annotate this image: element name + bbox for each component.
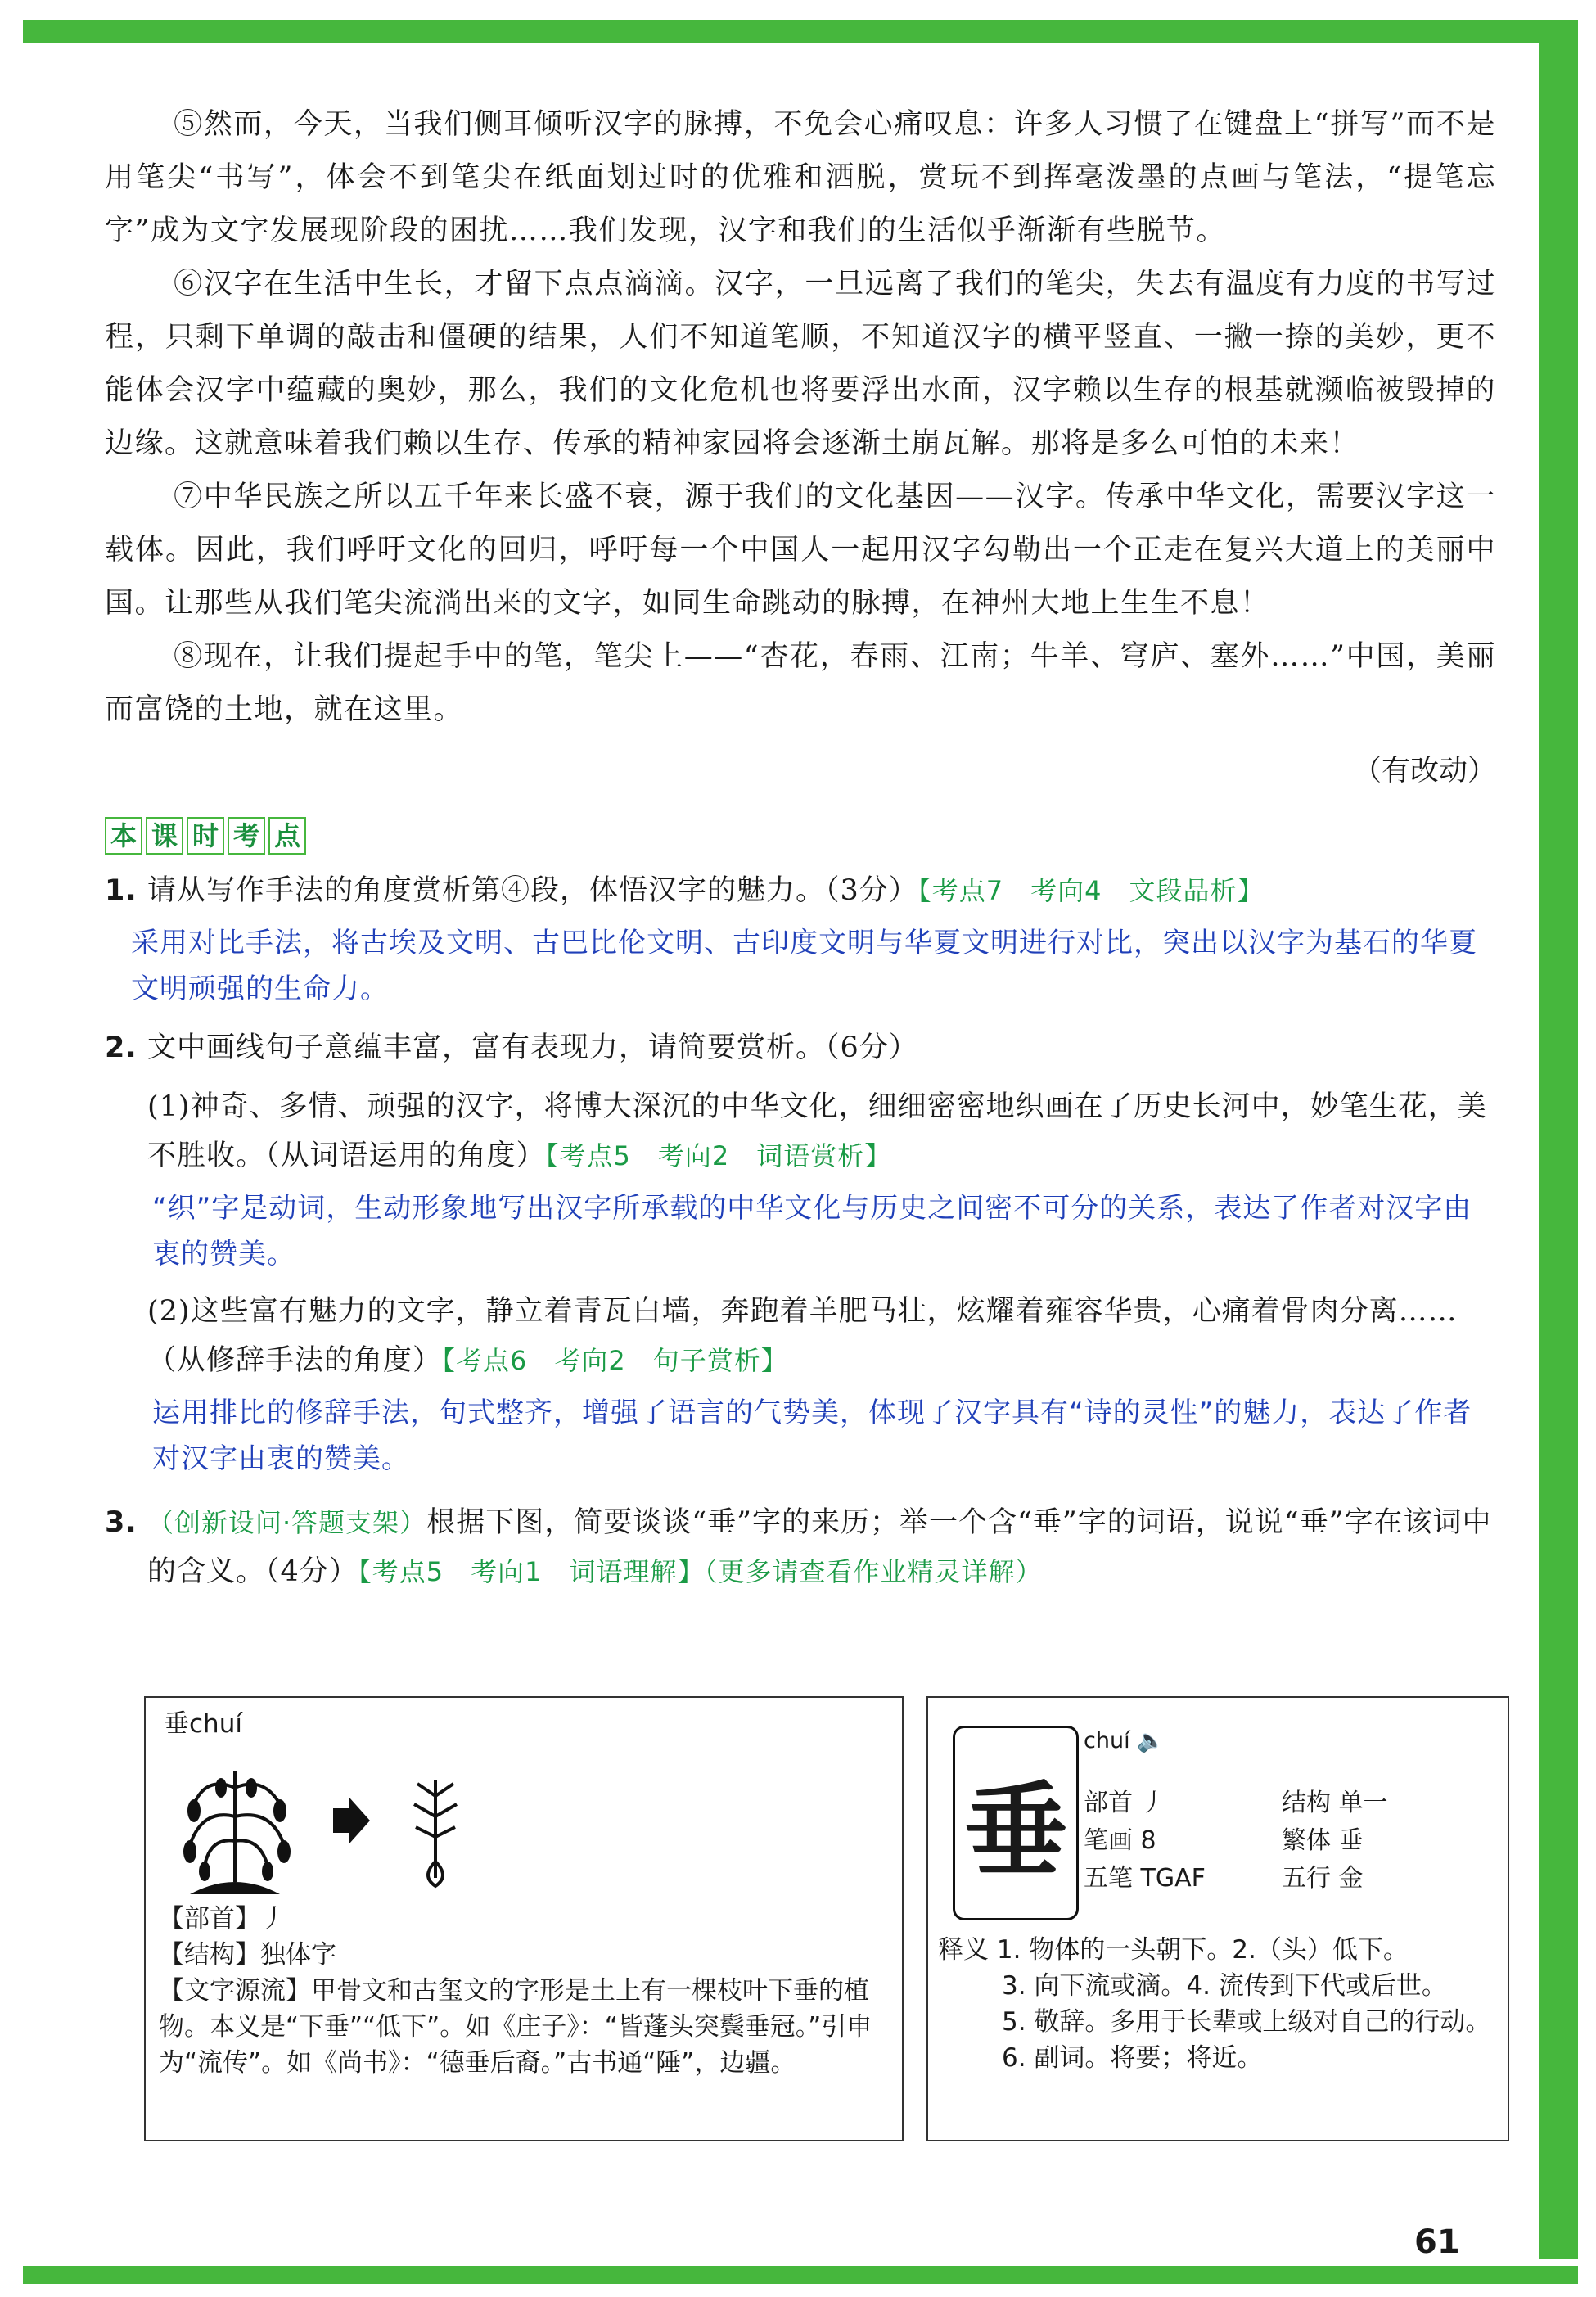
exam-tag: 【考点7 考向4 文段品析】 bbox=[917, 875, 1265, 906]
frame-top-border bbox=[23, 20, 1578, 43]
big-character: 垂 bbox=[953, 1726, 1079, 1920]
pinyin bbox=[1084, 1727, 1165, 1753]
question-text: 文中画线句子意蕴丰富，富有表现力，请简要赏析。（6分） bbox=[147, 1031, 918, 1064]
question-text: 根据下图，简要谈谈“垂”字的来历；举一个含“垂”字的词语，说说“垂”字在该词中的含义。（4分） bbox=[147, 1506, 1492, 1588]
section-title-char: 时 bbox=[187, 817, 224, 855]
traditional: 繁体 垂 bbox=[1282, 1826, 1364, 1855]
char-origin-text bbox=[159, 1901, 889, 2081]
answer-2-2: 运用排比的修辞手法，句式整齐，增强了语言的气势美，体现了汉字具有“诗的灵性”的魅力，表达了作者对汉字由衷的赞美。 bbox=[152, 1397, 1472, 1475]
dictionary-entry-box bbox=[926, 1696, 1509, 2141]
definition-line-1 bbox=[938, 1932, 1503, 1968]
section-title bbox=[105, 817, 1496, 855]
section-title-char: 考 bbox=[228, 817, 265, 855]
question-number: 3. bbox=[105, 1506, 138, 1539]
page-content bbox=[105, 98, 1496, 1596]
more-note: （更多请查看作业精灵详解） bbox=[704, 1556, 1043, 1587]
answer-2-1: “织”字是动词，生动形象地写出汉字所承载的中华文化与历史之间密不可分的关系，表达了作者对汉字由衷的赞美。 bbox=[152, 1192, 1472, 1270]
soil-mound bbox=[190, 1882, 280, 1894]
answer-1: 采用对比手法，将古埃及文明、古巴比伦文明、古印度文明与华夏文明进行对比，突出以汉字为基石的华夏文明顽强的生命力。 bbox=[131, 927, 1477, 1005]
definition-line-3: 5. 敬辞。多用于长辈或上级对自己的行动。6. 副词。将要；将近。 bbox=[1002, 2007, 1491, 2073]
char-header: 垂chuí bbox=[164, 1709, 242, 1739]
pinyin-text: chuí bbox=[1084, 1728, 1130, 1753]
wuxing: 五行 金 bbox=[1282, 1864, 1364, 1893]
sub-question-text: (1)神奇、多情、顽强的汉字，将博大深沉的中华文化，细细密密地织画在了历史长河中，妙笔生花，美不胜收。（从词语运用的角度） bbox=[147, 1090, 1487, 1172]
frame-bottom-border bbox=[23, 2266, 1578, 2284]
radical-line: 【部首】丿 bbox=[159, 1904, 286, 1934]
arrow-right-icon bbox=[333, 1798, 370, 1843]
paragraph-5: ⑤然而，今天，当我们侧耳倾听汉字的脉搏，不免会心痛叹息：许多人习惯了在键盘上“拼写”而不是用笔尖“书写”，体会不到笔尖在纸面划过时的优雅和洒脱，赏玩不到挥毫泼墨的点画与笔法，“提笔忘字”成为文字发展现阶段的困扰……我们发现，汉字和我们的生活似乎渐渐有些脱节。 bbox=[105, 108, 1496, 247]
radical: 部首 丿 bbox=[1084, 1789, 1165, 1817]
strokes: 笔画 8 bbox=[1084, 1826, 1156, 1855]
source-note: （有改动） bbox=[1352, 755, 1496, 787]
origin-line: 【文字源流】甲骨文和古玺文的字形是土上有一棵枝叶下垂的植物。本义是“下垂”“低下”。如《庄子》：“皆蓬头突鬓垂冠。”引申为“流传”。如《尚书》：“德垂后裔。”古书通“陲”，边疆。 bbox=[159, 1976, 872, 2078]
frame-right-border bbox=[1539, 20, 1578, 2259]
plant-glyph-illustration bbox=[157, 1739, 599, 1902]
definition-line-2: 3. 向下流或滴。4. 流传到下代或后世。 bbox=[1002, 1971, 1447, 2001]
question-number: 2. bbox=[105, 1031, 138, 1064]
exam-tag: 【考点5 考向1 词语理解】 bbox=[358, 1556, 705, 1587]
sub-question-text: (2)这些富有魅力的文字，静立着青瓦白墙，奔跑着羊肥马壮，炫耀着雍容华贵，心痛着骨肉分离……（从修辞手法的角度） bbox=[147, 1295, 1458, 1377]
question-number: 1. bbox=[105, 874, 138, 907]
paragraph-6: ⑥汉字在生活中生长，才留下点点滴滴。汉字，一旦远离了我们的笔尖，失去有温度有力度的书写过程，只剩下单调的敲击和僵硬的结果，人们不知道笔顺，不知道汉字的横平竖直、一撇一捺的美妙，更不能体会汉字中蕴藏的奥妙，那么，我们的文化危机也将要浮出水面，汉字赖以生存的根基就濒临被毁掉的边缘。这就意味着我们赖以生存、传承的精神家园将会逐渐土崩瓦解。那将是多么可怕的未来！ bbox=[105, 268, 1496, 460]
page-number: 61 bbox=[1414, 2223, 1460, 2261]
oracle-bone-glyph bbox=[414, 1780, 457, 1886]
def-label: 释义 bbox=[938, 1935, 989, 1965]
character-origin-box bbox=[144, 1696, 904, 2141]
question-3 bbox=[105, 1498, 1496, 1596]
exam-tag: 【考点5 考向2 词语赏析】 bbox=[545, 1140, 892, 1171]
question-text: 请从写作手法的角度赏析第④段，体悟汉字的魅力。（3分） bbox=[147, 874, 918, 907]
sub-question-2 bbox=[147, 1287, 1496, 1385]
meta-right bbox=[1282, 1785, 1388, 1898]
meta-left bbox=[1084, 1785, 1206, 1898]
question-1 bbox=[105, 866, 1496, 915]
section-title-char: 课 bbox=[146, 817, 183, 855]
exam-tag: 【考点6 考向2 句子赏析】 bbox=[442, 1345, 788, 1376]
structure: 结构 单一 bbox=[1282, 1789, 1388, 1817]
sub-question-1 bbox=[147, 1082, 1496, 1180]
definitions bbox=[938, 1932, 1503, 2076]
paragraph-7: ⑦中华民族之所以五千年来长盛不衰，源于我们的文化基因——汉字。传承中华文化，需要汉字这一载体。因此，我们呼吁文化的回归，呼吁每一个中国人一起用汉字勾勒出一个正走在复兴大道上的美丽中国。让那些从我们笔尖流淌出来的文字，如同生命跳动的脉搏，在神州大地上生生不息！ bbox=[105, 481, 1496, 620]
question-2 bbox=[105, 1023, 1496, 1072]
paragraph-8: ⑧现在，让我们提起手中的笔，笔尖上——“杏花，春雨、江南；牛羊、穹庐、塞外……”中国，美丽而富饶的土地，就在这里。 bbox=[105, 640, 1496, 726]
innovation-tag: （创新设问·答题支架） bbox=[147, 1507, 427, 1538]
structure-line: 【结构】独体字 bbox=[159, 1940, 336, 1970]
speaker-icon[interactable]: 🔈 bbox=[1137, 1728, 1165, 1753]
section-title-char: 本 bbox=[105, 817, 142, 855]
wubi: 五笔 TGAF bbox=[1084, 1864, 1206, 1893]
definition-text: 1. 物体的一头朝下。2.（头）低下。 bbox=[996, 1935, 1409, 1965]
section-title-char: 点 bbox=[268, 817, 306, 855]
